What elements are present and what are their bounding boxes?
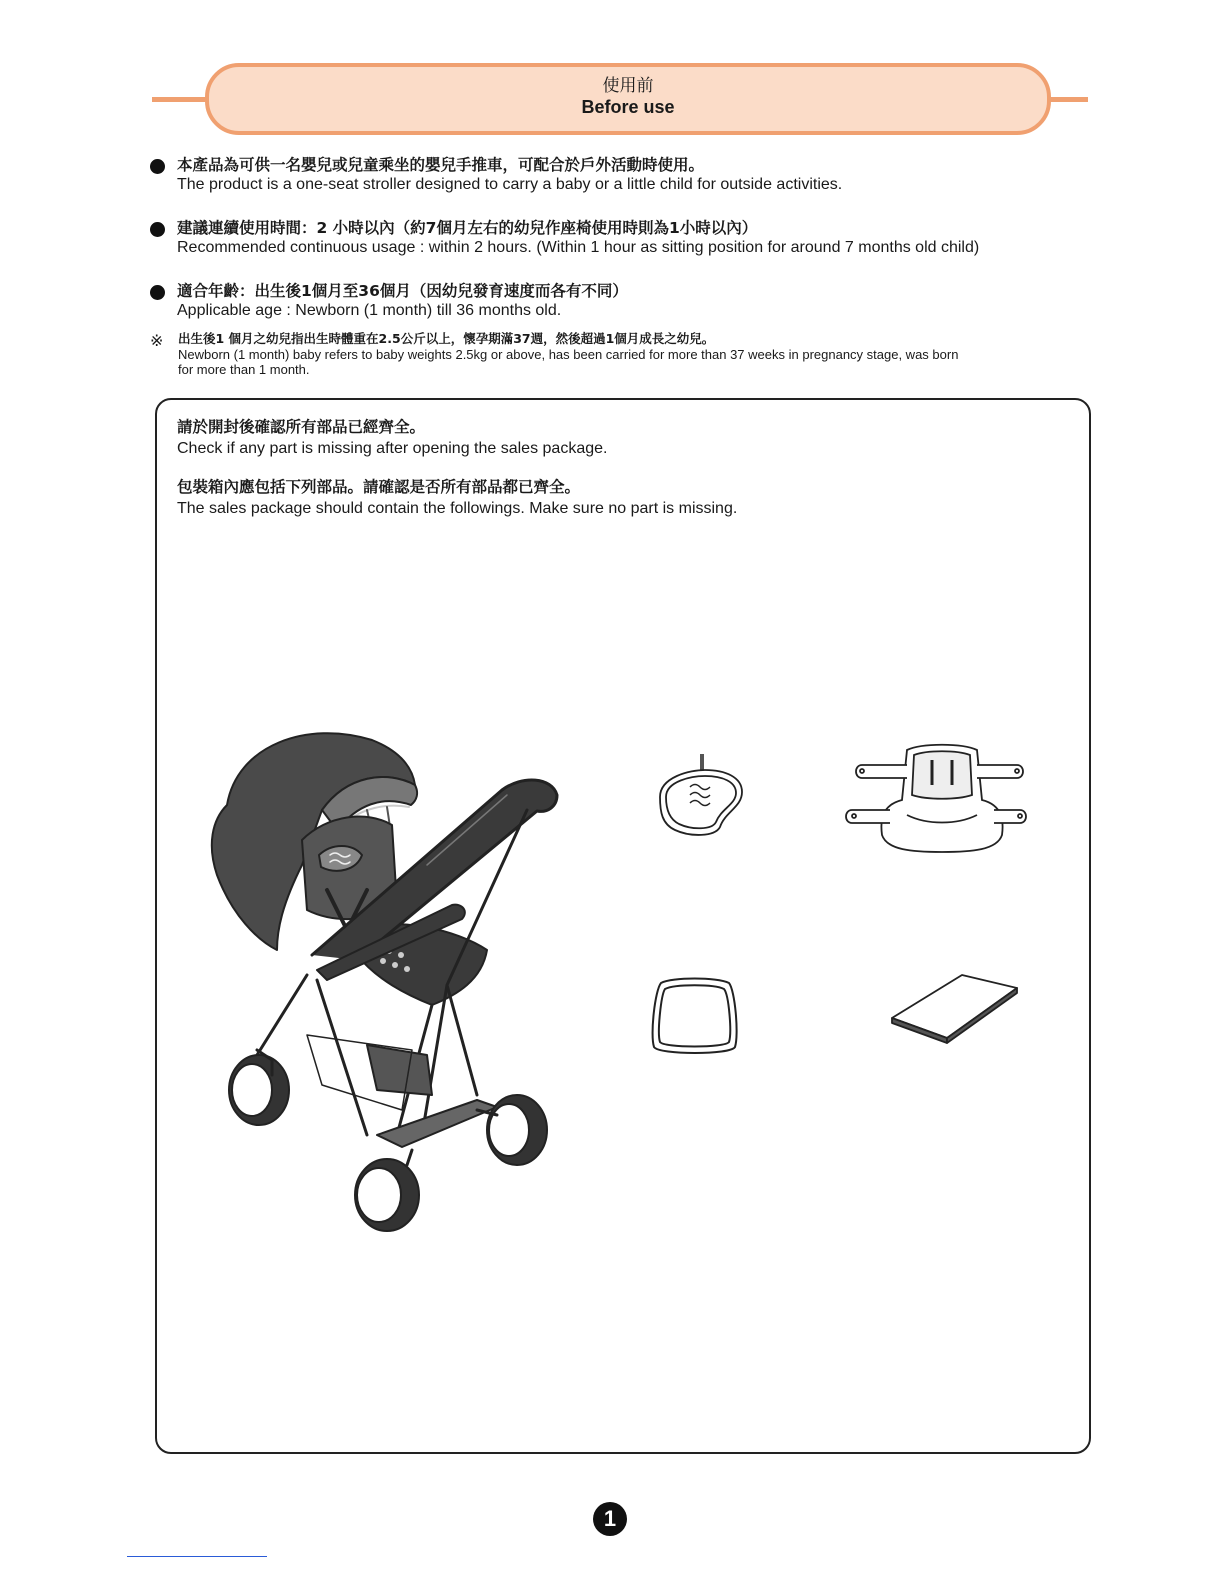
instruction-manual-illustration bbox=[887, 970, 1022, 1050]
bullet-dot-icon bbox=[150, 159, 165, 174]
bullet-text-en: Recommended continuous usage : within 2 hours. (Within 1 hour as sitting position for around 7 months old child) bbox=[177, 239, 980, 256]
check-text-zh: 請於開封後確認所有部品已經齊全。 bbox=[177, 418, 426, 436]
check-text-en: Check if any part is missing after opening the sales package. bbox=[177, 440, 608, 457]
stroller-illustration bbox=[197, 715, 617, 1235]
header-title-en: Before use bbox=[581, 97, 675, 117]
bullet-item-age bbox=[150, 281, 1110, 321]
wheel-front-left bbox=[355, 1159, 419, 1231]
bullet-item-usage bbox=[150, 218, 1110, 258]
bullet-text-zh: 本產品為可供一名嬰兒或兒童乘坐的嬰兒手推車，可配合於戶外活動時使用。 bbox=[177, 156, 705, 174]
bullet-text-zh: 適合年齡：出生後1個月至36個月（因幼兒發育速度而各有不同） bbox=[177, 282, 628, 300]
check-instructions bbox=[177, 417, 607, 459]
bullet-dot-icon bbox=[150, 285, 165, 300]
head-pad-illustration bbox=[650, 752, 750, 842]
bullet-item-product bbox=[150, 155, 1110, 195]
page-number-badge: 1 bbox=[593, 1502, 627, 1536]
bullet-text-zh: 建議連續使用時間：2 小時以內（約7個月左右的幼兒作座椅使用時則為1小時以內） bbox=[177, 219, 758, 237]
wheel-front-right bbox=[487, 1095, 547, 1165]
bullet-text-en: Applicable age : Newborn (1 month) till 36 months old. bbox=[177, 302, 562, 319]
section-header bbox=[205, 63, 1051, 135]
newborn-note bbox=[150, 331, 1110, 377]
contents-instructions bbox=[177, 477, 737, 519]
seat-liner-illustration bbox=[842, 740, 1032, 855]
wheel-rear-left bbox=[229, 1050, 289, 1125]
bullet-dot-icon bbox=[150, 222, 165, 237]
footer-underline bbox=[127, 1556, 267, 1557]
note-text-en-line1: Newborn (1 month) baby refers to baby weights 2.5kg or above, has been carried for more than 37 weeks in pregnancy stage, was born bbox=[178, 347, 959, 362]
bullet-text-en: The product is a one-seat stroller designed to carry a baby or a little child for outside activities. bbox=[177, 176, 843, 193]
canopy-window-illustration bbox=[647, 975, 742, 1060]
header-rule-left bbox=[152, 97, 212, 102]
contents-text-en: The sales package should contain the followings. Make sure no part is missing. bbox=[177, 500, 738, 517]
note-text-zh: 出生後1 個月之幼兒指出生時體重在2.5公斤以上，懷孕期滿37週，然後超過1個月成長之幼兒。 bbox=[178, 331, 715, 346]
contents-text-zh: 包裝箱內應包括下列部品。請確認是否所有部品都已齊全。 bbox=[177, 478, 581, 496]
reference-mark-icon: ※ bbox=[150, 331, 164, 350]
package-contents-box bbox=[155, 398, 1091, 1454]
header-title-zh: 使用前 bbox=[602, 76, 654, 96]
note-text-en-line2: for more than 1 month. bbox=[178, 362, 310, 377]
